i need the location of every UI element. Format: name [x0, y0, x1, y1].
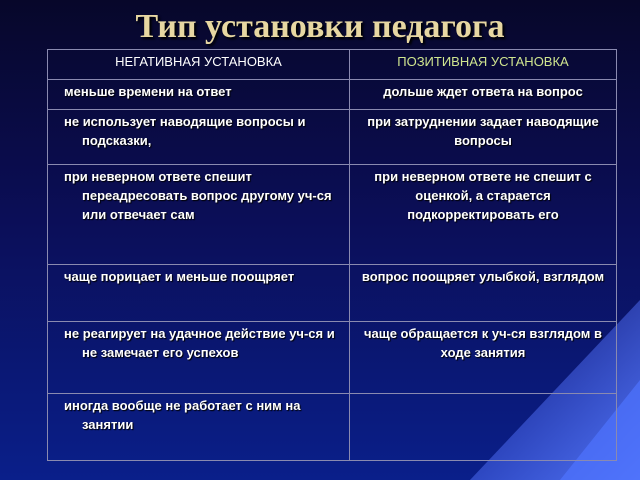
- header-positive: [350, 50, 617, 80]
- cell-negative-text: иногда вообще не работает с ним на занятии: [64, 398, 301, 432]
- cell-positive: [350, 322, 617, 394]
- table-row: [48, 110, 617, 165]
- cell-positive-text: чаще обращается к уч-ся взглядом в ходе занятия: [363, 326, 603, 360]
- header-negative: [48, 50, 350, 80]
- table-header-row: [48, 50, 617, 80]
- cell-positive: [350, 265, 617, 322]
- cell-positive: [350, 165, 617, 265]
- cell-positive: [350, 394, 617, 461]
- header-negative-label: НЕГАТИВНАЯ УСТАНОВКА: [115, 54, 282, 69]
- cell-negative: [48, 265, 350, 322]
- slide-title: Тип установки педагога: [135, 8, 505, 45]
- cell-negative: [48, 322, 350, 394]
- cell-negative: [48, 394, 350, 461]
- table-row: [48, 322, 617, 394]
- comparison-table: [47, 49, 617, 461]
- cell-negative-text: меньше времени на ответ: [64, 84, 232, 99]
- cell-positive: [350, 80, 617, 110]
- cell-positive-text: дольше ждет ответа на вопрос: [383, 84, 583, 99]
- cell-positive: [350, 110, 617, 165]
- cell-positive-text: при неверном ответе не спешит с оценкой, а старается подкорректировать его: [374, 169, 592, 222]
- cell-positive-text: при затруднении задает наводящие вопросы: [367, 114, 599, 148]
- cell-negative-text: не использует наводящие вопросы и подсказки,: [64, 114, 306, 148]
- header-positive-label: ПОЗИТИВНАЯ УСТАНОВКА: [397, 54, 569, 69]
- cell-negative-text: чаще порицает и меньше поощряет: [64, 269, 295, 284]
- table-row: [48, 80, 617, 110]
- table-row: [48, 394, 617, 461]
- cell-negative: [48, 80, 350, 110]
- cell-negative-text: не реагирует на удачное действие уч-ся и не замечает его успехов: [64, 326, 335, 360]
- table-row: [48, 165, 617, 265]
- table-row: [48, 265, 617, 322]
- cell-negative: [48, 165, 350, 265]
- cell-positive-text: вопрос поощряет улыбкой, взглядом: [361, 269, 605, 284]
- cell-negative: [48, 110, 350, 165]
- cell-negative-text: при неверном ответе спешит переадресовать вопрос другому уч-ся или отвечает сам: [64, 169, 332, 222]
